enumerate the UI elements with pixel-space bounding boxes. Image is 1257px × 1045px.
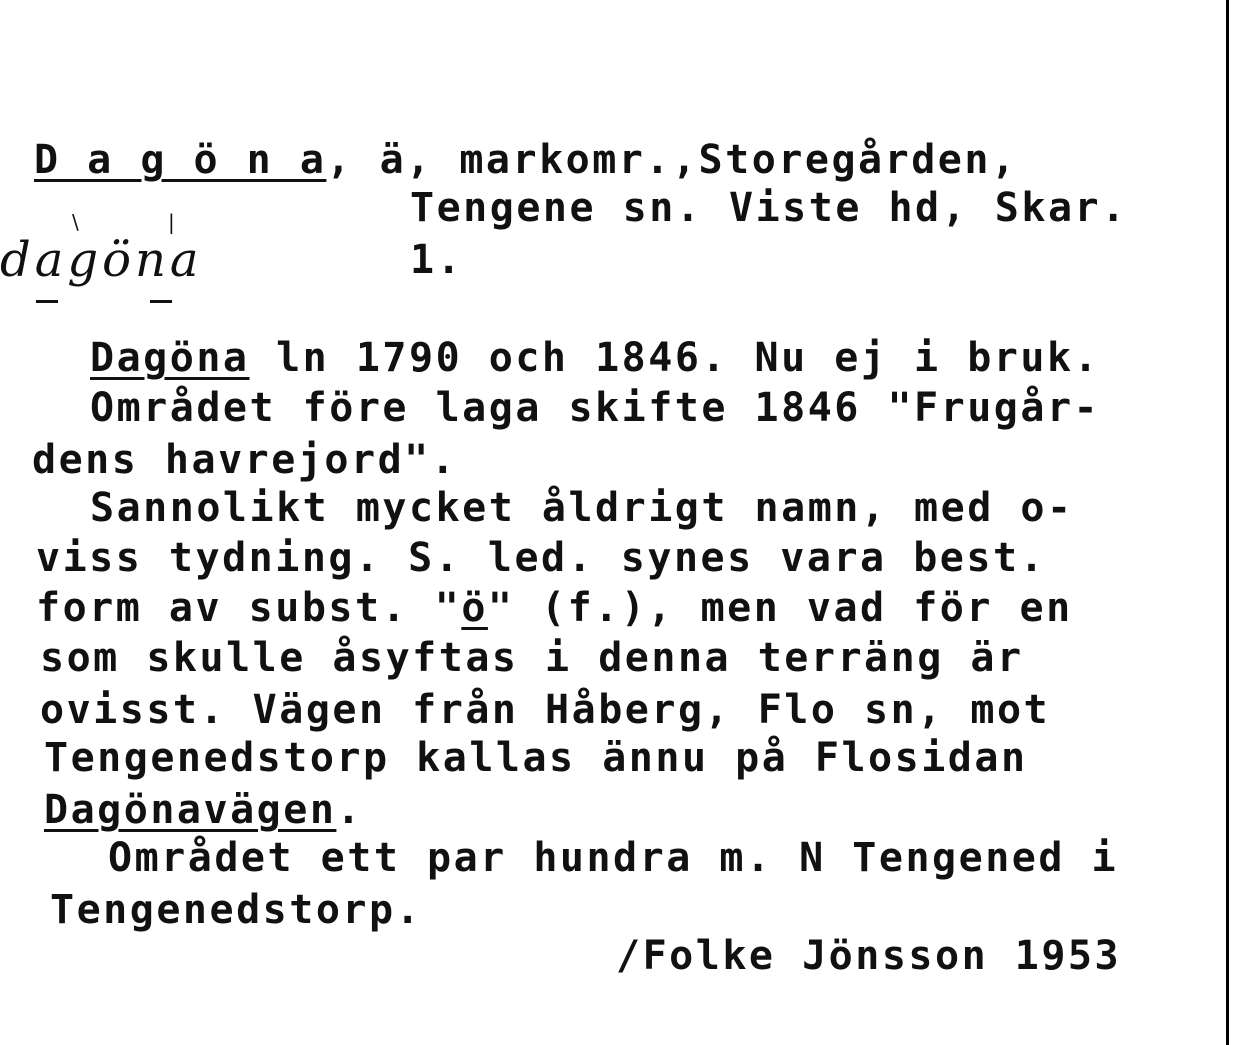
body-line-8: ovisst. Vägen från Håberg, Flo sn, mot: [40, 687, 1051, 733]
length-mark: [150, 300, 172, 303]
body-line-3: dens havrejord".: [32, 437, 458, 483]
headword-definition: , ä, markomr.,Storegården,: [326, 137, 1018, 183]
body-line-10: Dagönavägen.: [44, 787, 363, 833]
headword-location: Tengene sn. Viste hd, Skar.: [410, 185, 1128, 231]
signature: /Folke Jönsson 1953: [616, 933, 1122, 979]
length-mark: [36, 300, 58, 303]
acute-accent-mark: |: [168, 210, 175, 234]
body-line-4: Sannolikt mycket åldrigt namn, med o-: [90, 485, 1074, 531]
headword-reference: 1.: [410, 237, 464, 283]
handwritten-pronunciation: dagöna: [0, 232, 203, 288]
body-line-2: Området före laga skifte 1846 "Frugår-: [90, 385, 1101, 431]
headword-line: [34, 137, 1018, 183]
card-edge-line: [1226, 0, 1229, 1045]
name-reference: Dagöna: [90, 335, 250, 381]
body-line-5: viss tydning. S. led. synes vara best.: [36, 535, 1047, 581]
body-line-6: form av subst. "ö" (f.), men vad för en: [36, 585, 1073, 631]
headword: D a g ö n a: [34, 137, 327, 183]
body-line-9: Tengenedstorp kallas ännu på Flosidan: [44, 735, 1028, 781]
body-line-12: Tengenedstorp.: [50, 887, 423, 933]
body-line-1: Dagöna ln 1790 och 1846. Nu ej i bruk.: [90, 335, 1101, 381]
road-name: Dagönavägen: [44, 787, 337, 833]
body-line-7: som skulle åsyftas i denna terräng är: [40, 635, 1024, 681]
underlined-o: ö: [461, 585, 488, 631]
body-line-11: Området ett par hundra m. N Tengened i: [108, 835, 1119, 881]
grave-accent-mark: \: [72, 210, 79, 234]
